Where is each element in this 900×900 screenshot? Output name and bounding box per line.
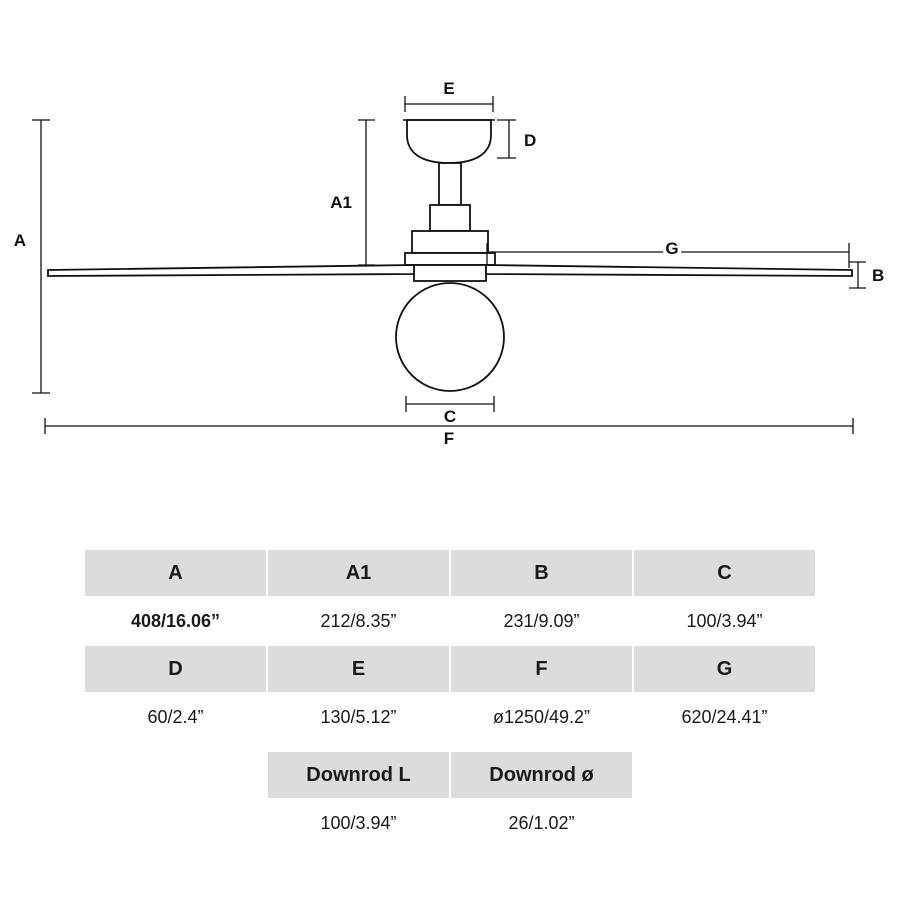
table-row	[84, 597, 816, 645]
dimension-B	[849, 262, 884, 288]
table-header-cell: A	[84, 549, 267, 597]
dim-label-A: A	[13, 231, 26, 250]
dimension-D	[497, 120, 536, 158]
dimension-C	[406, 396, 494, 426]
table-header-cell: E	[267, 645, 450, 693]
table-header-cell: Downrod L	[267, 751, 450, 799]
dimension-G	[487, 239, 849, 268]
table-value-cell: 100/3.94”	[633, 597, 816, 645]
table-value-cell: 26/1.02”	[450, 799, 633, 847]
motor-housing-part	[405, 205, 495, 281]
spec-table-main	[83, 548, 817, 742]
dimension-A	[14, 120, 50, 393]
dim-label-E: E	[443, 79, 455, 98]
downrod-part	[439, 163, 461, 205]
table-header-cell: Downrod ø	[450, 751, 633, 799]
table-value-cell: 100/3.94”	[267, 799, 450, 847]
table-row	[84, 549, 816, 597]
table-header-cell: B	[450, 549, 633, 597]
table-header-cell: G	[633, 645, 816, 693]
dimension-A1	[330, 120, 375, 265]
table-value-cell: 60/2.4”	[84, 693, 267, 741]
table-header-cell: D	[84, 645, 267, 693]
dim-label-F: F	[443, 429, 455, 448]
spec-table-downrod	[266, 750, 634, 848]
dim-label-D: D	[524, 131, 537, 150]
table-header-cell: C	[633, 549, 816, 597]
dim-label-G: G	[665, 239, 679, 258]
canopy-part	[403, 120, 495, 163]
table-value-cell: 408/16.06”	[84, 597, 267, 645]
table-value-cell: ø1250/49.2”	[450, 693, 633, 741]
table-row	[267, 751, 633, 799]
table-value-cell: 231/9.09”	[450, 597, 633, 645]
dim-label-A1: A1	[330, 193, 352, 212]
dim-label-C: C	[443, 407, 457, 426]
table-value-cell: 130/5.12”	[267, 693, 450, 741]
dim-label-B: B	[872, 266, 885, 285]
table-row	[84, 645, 816, 693]
dimension-E	[405, 79, 493, 112]
table-row	[267, 799, 633, 847]
dimension-spec-table	[0, 548, 900, 848]
table-row	[84, 693, 816, 741]
table-header-cell: A1	[267, 549, 450, 597]
table-value-cell: 620/24.41”	[633, 693, 816, 741]
table-value-cell: 212/8.35”	[267, 597, 450, 645]
table-header-cell: F	[450, 645, 633, 693]
light-globe-part	[396, 283, 504, 391]
